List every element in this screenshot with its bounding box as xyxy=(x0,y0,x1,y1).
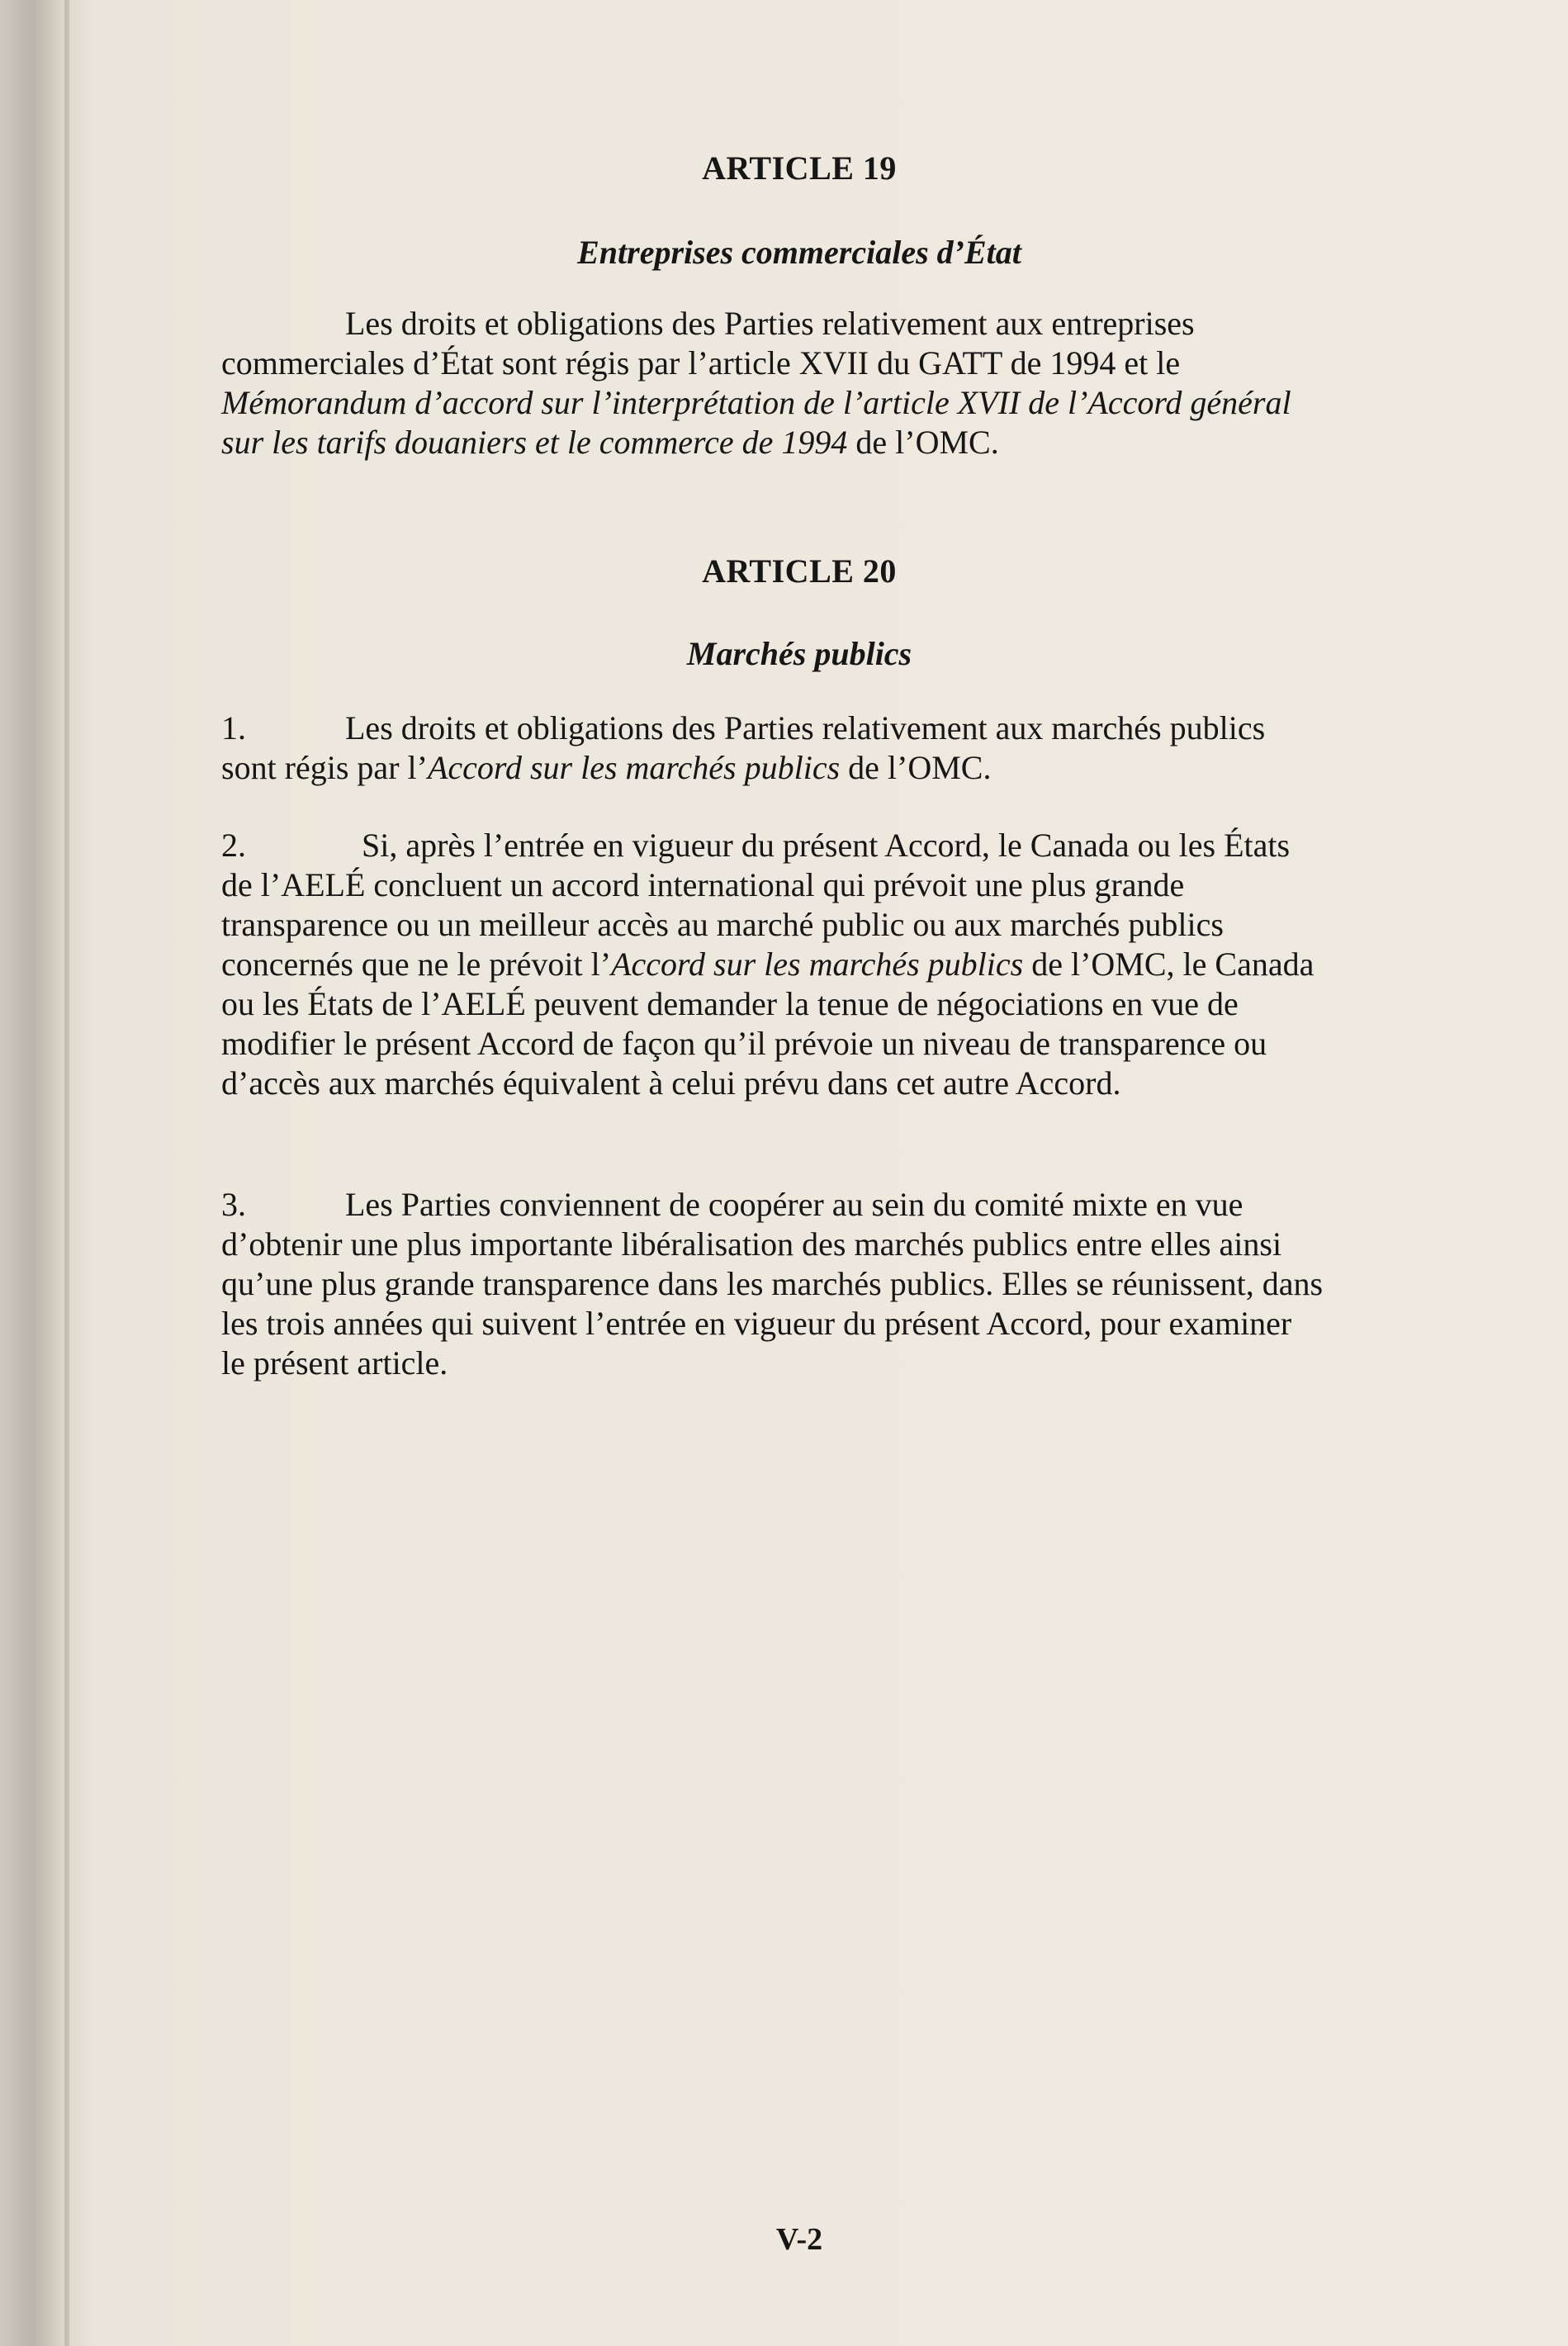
paragraph-number: 3. xyxy=(221,1186,246,1223)
paragraph-italic: Accord sur les marchés publics xyxy=(427,749,841,786)
binding-shadow xyxy=(64,0,69,2346)
paragraph-number: 2. xyxy=(221,827,246,864)
article-20-paragraph-2 xyxy=(221,826,1324,1103)
page-number: V-2 xyxy=(775,2222,823,2257)
article-19-body-text-1: Les droits et obligations des Parties relativement aux entreprises commerciales d’État sont régis par l’article XVII du GATT de 1994 et le xyxy=(221,305,1195,382)
paragraph-italic: Accord sur les marchés publics xyxy=(611,946,1024,983)
article-19-body-italic: Mémorandum d’accord sur l’interprétation de l’article XVII de l’Accord général sur les tarifs douaniers et le commerce de 1994 xyxy=(221,384,1291,461)
paragraph-text: Les Parties conviennent de coopérer au sein du comité mixte en vue d’obtenir une plus importante libéralisation des marchés publics entre elles ainsi qu’une plus grande transparence dans les marchés publics. Elles se réunissent, dans les trois années qui suivent l’entrée en vigueur du présent Accord, pour examiner le présent article. xyxy=(221,1186,1324,1382)
article-20-heading: ARTICLE 20 xyxy=(702,552,897,590)
paragraph-text: Les droits et obligations des Parties relativement aux marchés publics sont régis par l’ xyxy=(221,709,1266,786)
article-19-title: Entreprises commerciales d’État xyxy=(577,234,1021,271)
article-19-heading: ARTICLE 19 xyxy=(702,149,897,187)
paragraph-text-end: de l’OMC. xyxy=(840,749,992,786)
paragraph-text: Si, après l’entrée en vigueur du présent Accord, le Canada ou les États de l’AELÉ concluent un accord international qui prévoit une plus grande transparence ou un meilleur accès au marché public ou aux marchés publics concernés que ne le prévoit l’ xyxy=(221,827,1291,983)
article-19-body xyxy=(221,304,1324,462)
article-20-title: Marchés publics xyxy=(686,635,912,672)
article-20-paragraph-3 xyxy=(221,1185,1324,1383)
paragraph-text-end: de l’OMC, le Canada ou les États de l’AELÉ peuvent demander la tenue de négociations en vue de modifier le présent Accord de façon qu’il prévoie un niveau de transparence ou d’accès aux marchés équivalent à celui prévu dans cet autre Accord. xyxy=(221,946,1315,1102)
article-19-body-text-2: de l’OMC. xyxy=(847,424,999,461)
paragraph-number: 1. xyxy=(221,709,246,746)
article-20-paragraph-1 xyxy=(221,709,1324,788)
